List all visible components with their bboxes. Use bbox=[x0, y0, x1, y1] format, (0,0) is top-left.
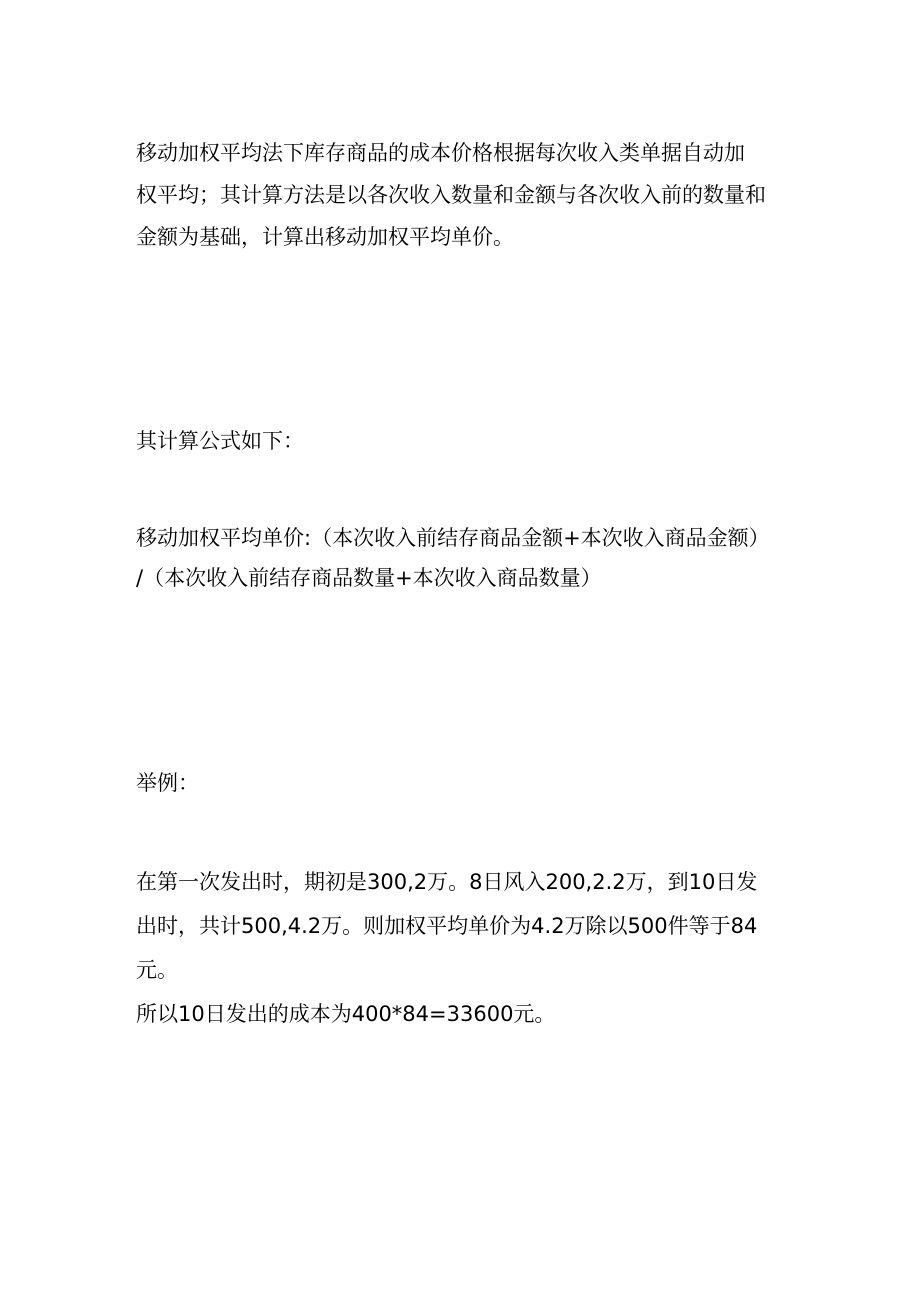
intro-line: 移动加权平均法下库存商品的成本价格根据每次收入类单据自动加 bbox=[136, 141, 745, 165]
example-heading: 举例： bbox=[136, 771, 199, 795]
intro-paragraph bbox=[136, 132, 796, 258]
formula-line: /（本次收入前结存商品数量+本次收入商品数量） bbox=[136, 566, 602, 590]
formula-heading: 其计算公式如下： bbox=[136, 429, 304, 453]
intro-line: 金额为基础，计算出移动加权平均单价。 bbox=[136, 225, 514, 249]
example-line: 出时，共计500,4.2万。则加权平均单价为4.2万除以500件等于84 bbox=[136, 914, 758, 938]
example-line: 元。 bbox=[136, 958, 178, 982]
formula-paragraph bbox=[136, 518, 796, 598]
conclusion-paragraph: 所以10日发出的成本为400*84=33600元。 bbox=[136, 1002, 556, 1026]
intro-line: 权平均；其计算方法是以各次收入数量和金额与各次收入前的数量和 bbox=[136, 183, 766, 207]
example-line: 在第一次发出时，期初是300,2万。8日风入200,2.2万，到10日发 bbox=[136, 870, 758, 894]
example-paragraph bbox=[136, 860, 796, 992]
formula-line: 移动加权平均单价:（本次收入前结存商品金额+本次收入商品金额） bbox=[136, 526, 770, 550]
